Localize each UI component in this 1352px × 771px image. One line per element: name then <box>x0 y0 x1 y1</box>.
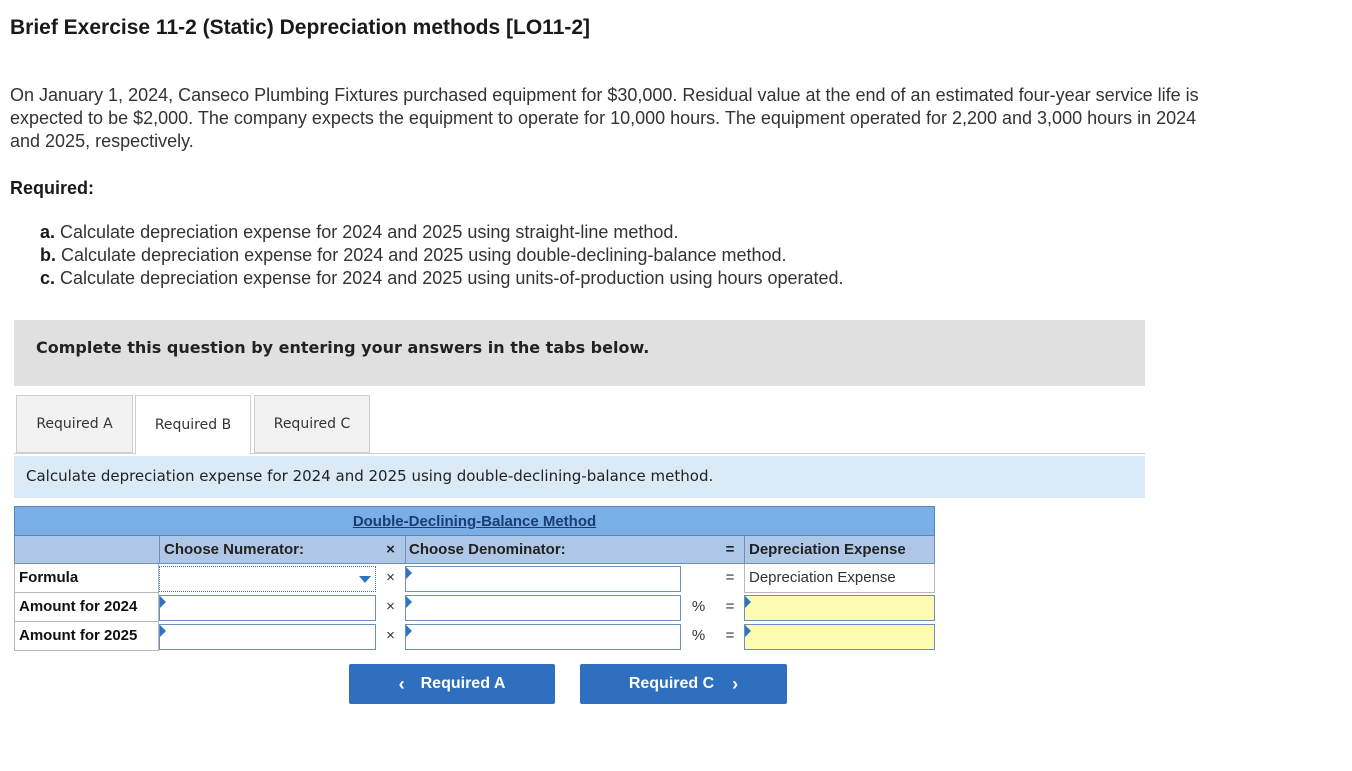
equals-symbol: = <box>725 569 735 586</box>
chevron-right-icon: › <box>732 673 739 694</box>
instructions-banner <box>14 320 1145 386</box>
next-button-label: Required C <box>628 675 715 692</box>
exercise-intro: On January 1, 2024, Canseco Plumbing Fixtures purchased equipment for $30,000. Residual value at the end of an estimated four-year service life is expected to be $2,000. The company expects the equipment to operate for 10,000 hours. The equipment operated for 2,200 and 3,000 hours in 2024 and 2025, respectively. <box>10 85 1199 151</box>
requirement-text: Calculate depreciation expense for 2024 and 2025 using units-of-production using hours operated. <box>60 268 844 288</box>
denominator-input-2025[interactable] <box>405 624 681 650</box>
input-flag-icon <box>745 596 751 608</box>
result-label: Depreciation Expense <box>744 564 935 593</box>
denominator-input-2024[interactable] <box>405 595 681 621</box>
requirement-a <box>40 221 844 244</box>
tab-instruction-text: Calculate depreciation expense for 2024 and 2025 using double-declining-balance method. <box>26 467 714 485</box>
requirement-c <box>40 267 844 290</box>
requirement-letter: b. <box>40 245 56 265</box>
input-flag-icon <box>406 625 412 637</box>
prev-button-label: Required A <box>420 675 506 692</box>
requirement-text: Calculate depreciation expense for 2024 and 2025 using straight-line method. <box>60 222 679 242</box>
times-symbol: × <box>386 627 395 644</box>
exercise-title: Brief Exercise 11-2 (Static) Depreciation methods [LO11-2] <box>10 16 591 39</box>
input-flag-icon <box>160 596 166 608</box>
equals-symbol: = <box>725 598 735 615</box>
result-header: Depreciation Expense <box>744 536 935 564</box>
times-symbol: × <box>386 598 395 615</box>
next-required-c-button[interactable] <box>580 664 787 704</box>
percent-symbol: % <box>691 627 706 644</box>
requirement-letter: c. <box>40 268 56 288</box>
subheader-blank <box>14 536 159 564</box>
tab-required-b[interactable]: Required B <box>135 395 251 455</box>
row-label-formula: Formula <box>14 564 159 593</box>
numerator-input-2024[interactable] <box>159 595 376 621</box>
input-flag-icon <box>160 625 166 637</box>
requirement-text: Calculate depreciation expense for 2024 and 2025 using double-declining-balance method. <box>61 245 787 265</box>
numerator-input-2025[interactable] <box>159 624 376 650</box>
times-symbol: × <box>386 569 395 586</box>
percent-symbol <box>681 564 716 593</box>
percent-symbol: % <box>691 598 706 615</box>
row-label-2024: Amount for 2024 <box>14 593 159 622</box>
table-title: Double-Declining-Balance Method <box>14 506 935 536</box>
tab-required-a[interactable]: Required A <box>16 395 133 453</box>
requirement-b <box>40 244 844 267</box>
percent-header <box>681 536 716 564</box>
numerator-header: Choose Numerator: <box>159 536 376 564</box>
equals-symbol: = <box>725 627 735 644</box>
instructions-banner-text: Complete this question by entering your answers in the tabs below. <box>36 338 650 357</box>
denominator-header: Choose Denominator: <box>405 536 681 564</box>
denominator-select[interactable] <box>405 566 681 592</box>
depreciation-input-2025[interactable] <box>744 624 935 650</box>
numerator-select[interactable] <box>159 566 376 592</box>
required-heading: Required: <box>10 178 95 198</box>
requirements-list <box>40 221 844 290</box>
depreciation-input-2024[interactable] <box>744 595 935 621</box>
prev-required-a-button[interactable] <box>349 664 555 704</box>
ddb-table <box>14 506 935 651</box>
tab-required-c[interactable]: Required C <box>254 395 370 453</box>
input-flag-icon <box>745 625 751 637</box>
chevron-down-icon <box>359 576 371 583</box>
row-label-2025: Amount for 2025 <box>14 622 159 651</box>
equals-header: = <box>716 536 744 564</box>
chevron-left-icon: ‹ <box>398 673 405 694</box>
requirement-letter: a. <box>40 222 56 242</box>
input-flag-icon <box>406 596 412 608</box>
tab-instruction <box>14 456 1145 498</box>
times-header: × <box>376 536 405 564</box>
input-flag-icon <box>406 567 412 579</box>
